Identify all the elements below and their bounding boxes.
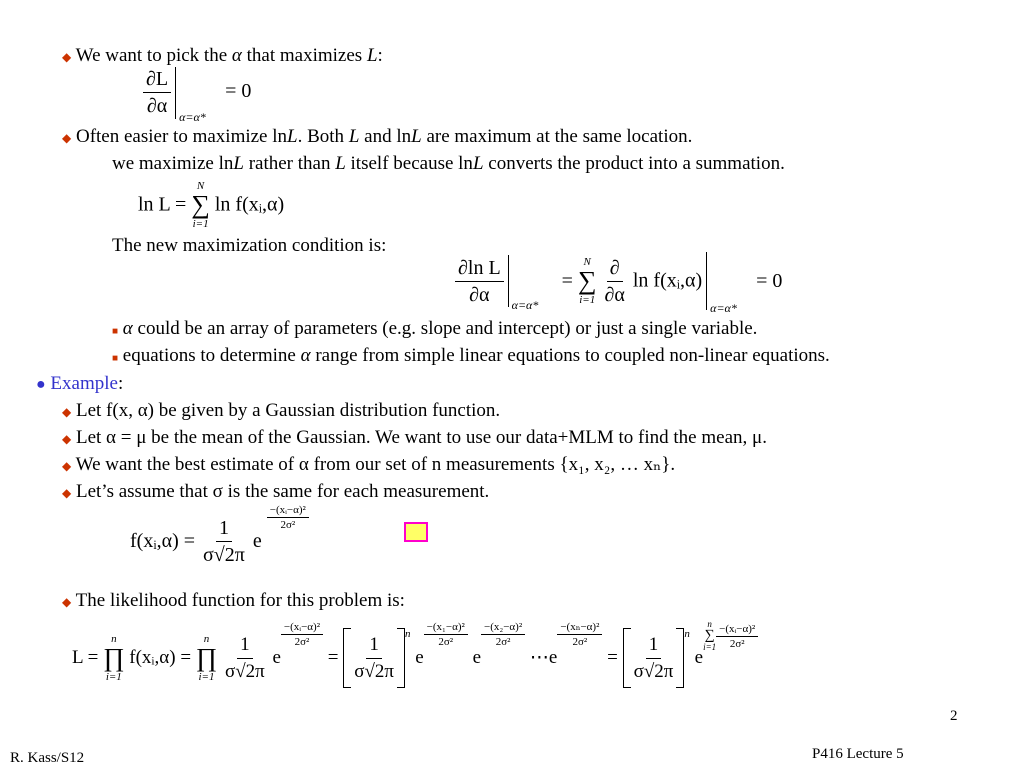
bullet-alpha-mu: ◆ Let α = μ be the mean of the Gaussian. We want to use our data+MLM to find the mean, μ. (62, 427, 767, 448)
equation-lnL-sum: ln L = N ∑ i=1 ln f(xᵢ,α) (138, 180, 285, 230)
subbullet-alpha-array: ■ α could be an array of parameters (e.g. slope and intercept) or just a single variable. (112, 318, 758, 339)
bullet-maximize-lnL-cont: we maximize lnL rather than L itself because lnL converts the product into a summation. (112, 153, 785, 174)
diamond-bullet-icon: ◆ (62, 432, 72, 446)
bullet-pick-alpha: ◆ We want to pick the α that maximizes L: (62, 45, 383, 66)
square-bullet-icon: ■ (112, 326, 119, 337)
bullet-best-estimate: ◆ We want the best estimate of α from our set of n measurements {x₁, x₂, … xₙ}. (62, 454, 676, 475)
diamond-bullet-icon: ◆ (62, 405, 72, 419)
bullet-sigma-same: ◆ Let’s assume that σ is the same for each measurement. (62, 481, 490, 502)
diamond-bullet-icon: ◆ (62, 131, 72, 145)
example-heading: ● Example: (36, 373, 124, 394)
maximization-condition-label: The new maximization condition is: (112, 235, 387, 256)
bullet-likelihood: ◆ The likelihood function for this problem is: (62, 590, 405, 611)
bullet-gaussian-f: ◆ Let f(x, α) be given by a Gaussian distribution function. (62, 400, 501, 421)
diamond-bullet-icon: ◆ (62, 459, 72, 473)
equation-dL-dalpha: $\frac{\partial L}{\partial\alpha}$ α=α* = 0 (143, 66, 251, 119)
footer-course: P416 Lecture 5 (812, 746, 904, 762)
slide-page-number: 2 (950, 708, 958, 724)
equation-dlnL-dalpha: $\frac{\text{∂ln L}}{\partial\alpha}$ α=α* = N ∑ i=1 $\frac{\partial}{\partial\alpha}$ ln f(xᵢ,α) α=α* = 0 (455, 252, 782, 310)
subbullet-equations: ■ equations to determine α range from simple linear equations to coupled non-linear equations. (112, 345, 830, 366)
diamond-bullet-icon: ◆ (62, 486, 72, 500)
square-bullet-icon: ■ (112, 353, 119, 364)
diamond-bullet-icon: ◆ (62, 50, 72, 64)
equation-gaussian-pdf: f(xᵢ,α) = $\frac{1}{\sigma√2\pi}$ e $\frac{\text{−(xᵢ−α)²}}{\text{2σ²}}$ (130, 515, 309, 568)
diamond-bullet-icon: ◆ (62, 595, 72, 609)
footer-author: R. Kass/S12 (10, 750, 85, 766)
bullet-maximize-lnL: ◆ Often easier to maximize lnL. Both L and lnL are maximum at the same location. (62, 126, 693, 147)
gaussian-pdf-label-box (404, 522, 428, 542)
dot-bullet-icon: ● (36, 376, 46, 393)
equation-likelihood: L = n ∏ i=1 f(xᵢ,α) = n ∏ i=1 $\frac{1}{\sigma√2\pi}$ e $\frac{\text{−(xᵢ−α)²}}{\text{2σ²}}$ = $\frac{1}{\sigma√2\pi}$ $^n$ e $\frac{\text{−(x₁−α)²}}{\text{2σ²}}$ e $\frac{\text{−(x₂−α)²}}{\text{2σ²}}$ ⋯e $\frac{\text{−(xₙ−α)²}}{\text{2σ²}}$ = $\frac{1}{\sigma√2\pi}$ $^n$ e n ∑ i=1 $\frac{\text{−(xᵢ−α)²}}{\text{2σ²}}$ (72, 628, 758, 688)
